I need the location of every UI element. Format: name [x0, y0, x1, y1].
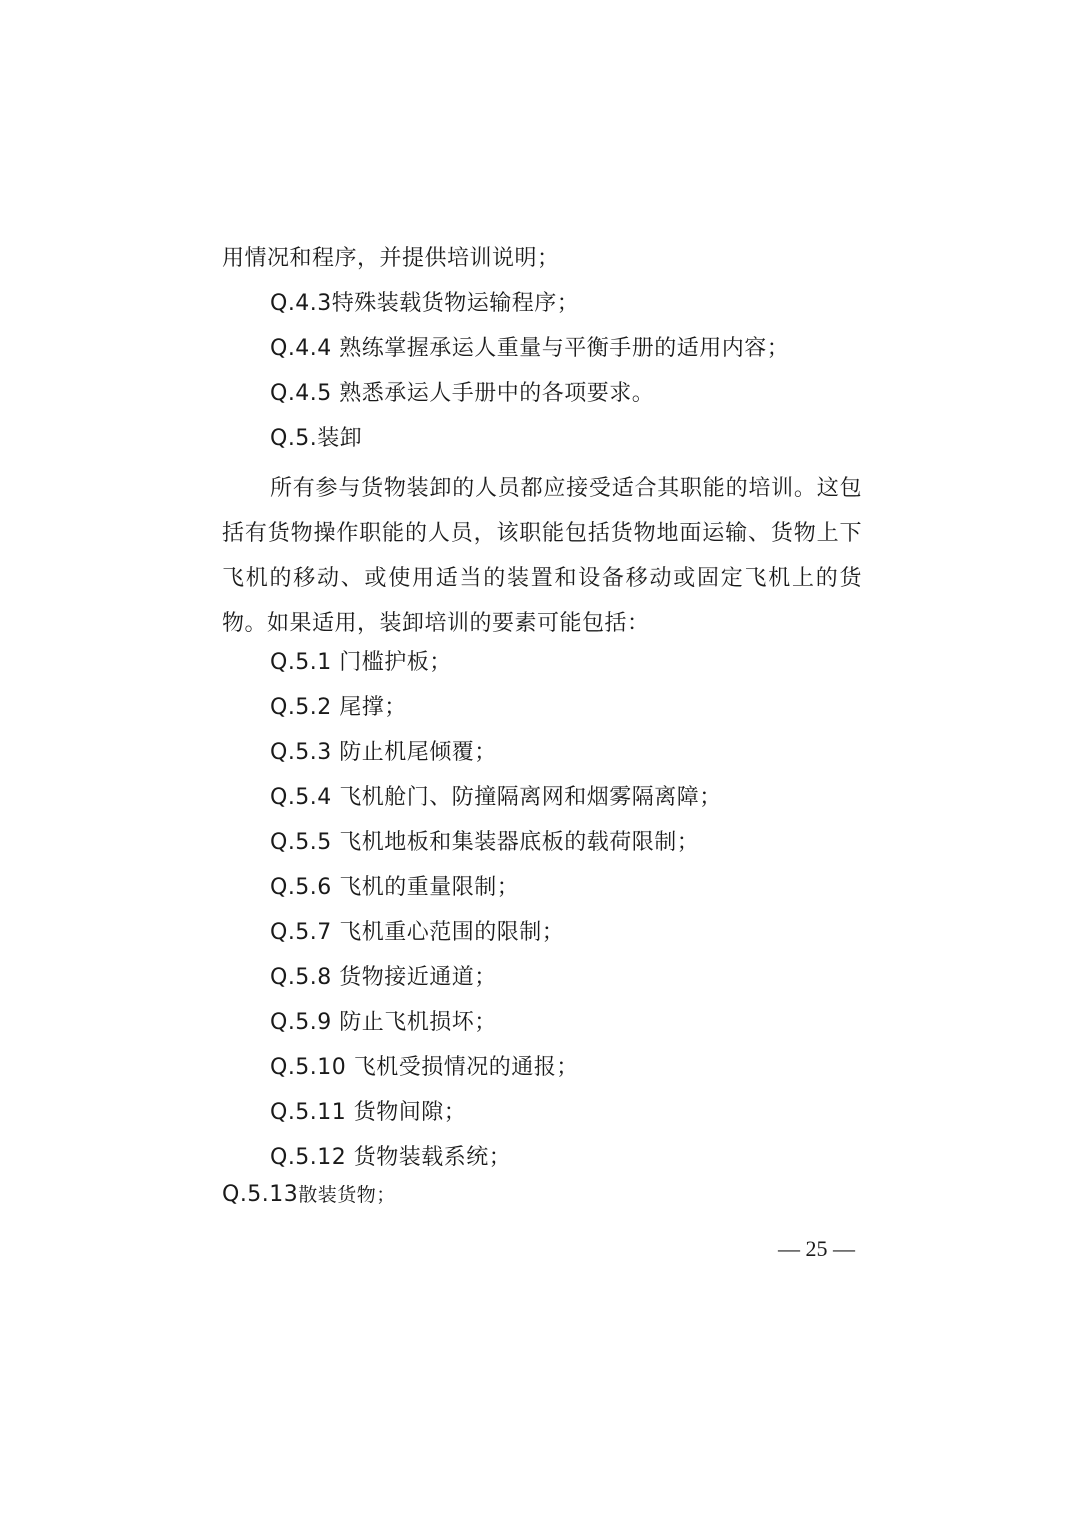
list-item: Q.5.2 尾撑； — [270, 695, 407, 720]
list-item: Q.5.4 飞机舱门、防撞隔离网和烟雾隔离障； — [270, 785, 722, 810]
list-item-last — [222, 1179, 396, 1211]
body-paragraph: 所有参与货物装卸的人员都应接受适合其职能的培训。这包括有货物操作职能的人员，该职能包括货物地面运输、货物上下飞机的移动、或使用适当的装置和设备移动或固定飞机上的货物。如果适用，装卸培训的要素可能包括： — [222, 476, 862, 636]
list-item: Q.5.11 货物间隙； — [270, 1100, 467, 1125]
section-heading-q-5: Q.5.装卸 — [270, 426, 363, 451]
page-number: — 25 — — [778, 1236, 855, 1261]
list-item: Q.5.3 防止机尾倾覆； — [270, 740, 497, 765]
text-line-continuation: 用情况和程序，并提供培训说明； — [222, 246, 560, 271]
list-item-number: Q.5.13 — [222, 1182, 299, 1207]
list-item: Q.5.5 飞机地板和集装器底板的载荷限制； — [270, 830, 700, 855]
list-item: Q.5.10 飞机受损情况的通报； — [270, 1055, 579, 1080]
item-q-4-5: Q.4.5 熟悉承运人手册中的各项要求。 — [270, 381, 655, 406]
list-item: Q.5.9 防止飞机损坏； — [270, 1010, 497, 1035]
list-item: Q.5.7 飞机重心范围的限制； — [270, 920, 565, 945]
item-q-4-3: Q.4.3特殊装载货物运输程序； — [270, 291, 580, 316]
item-q-4-4: Q.4.4 熟练掌握承运人重量与平衡手册的适用内容； — [270, 336, 790, 361]
list-item: Q.5.6 飞机的重量限制； — [270, 875, 520, 900]
list-item: Q.5.12 货物装载系统； — [270, 1145, 512, 1170]
list-item-text: 散装货物； — [298, 1184, 396, 1206]
list-item: Q.5.1 门槛护板； — [270, 650, 452, 675]
list-item: Q.5.8 货物接近通道； — [270, 965, 497, 990]
